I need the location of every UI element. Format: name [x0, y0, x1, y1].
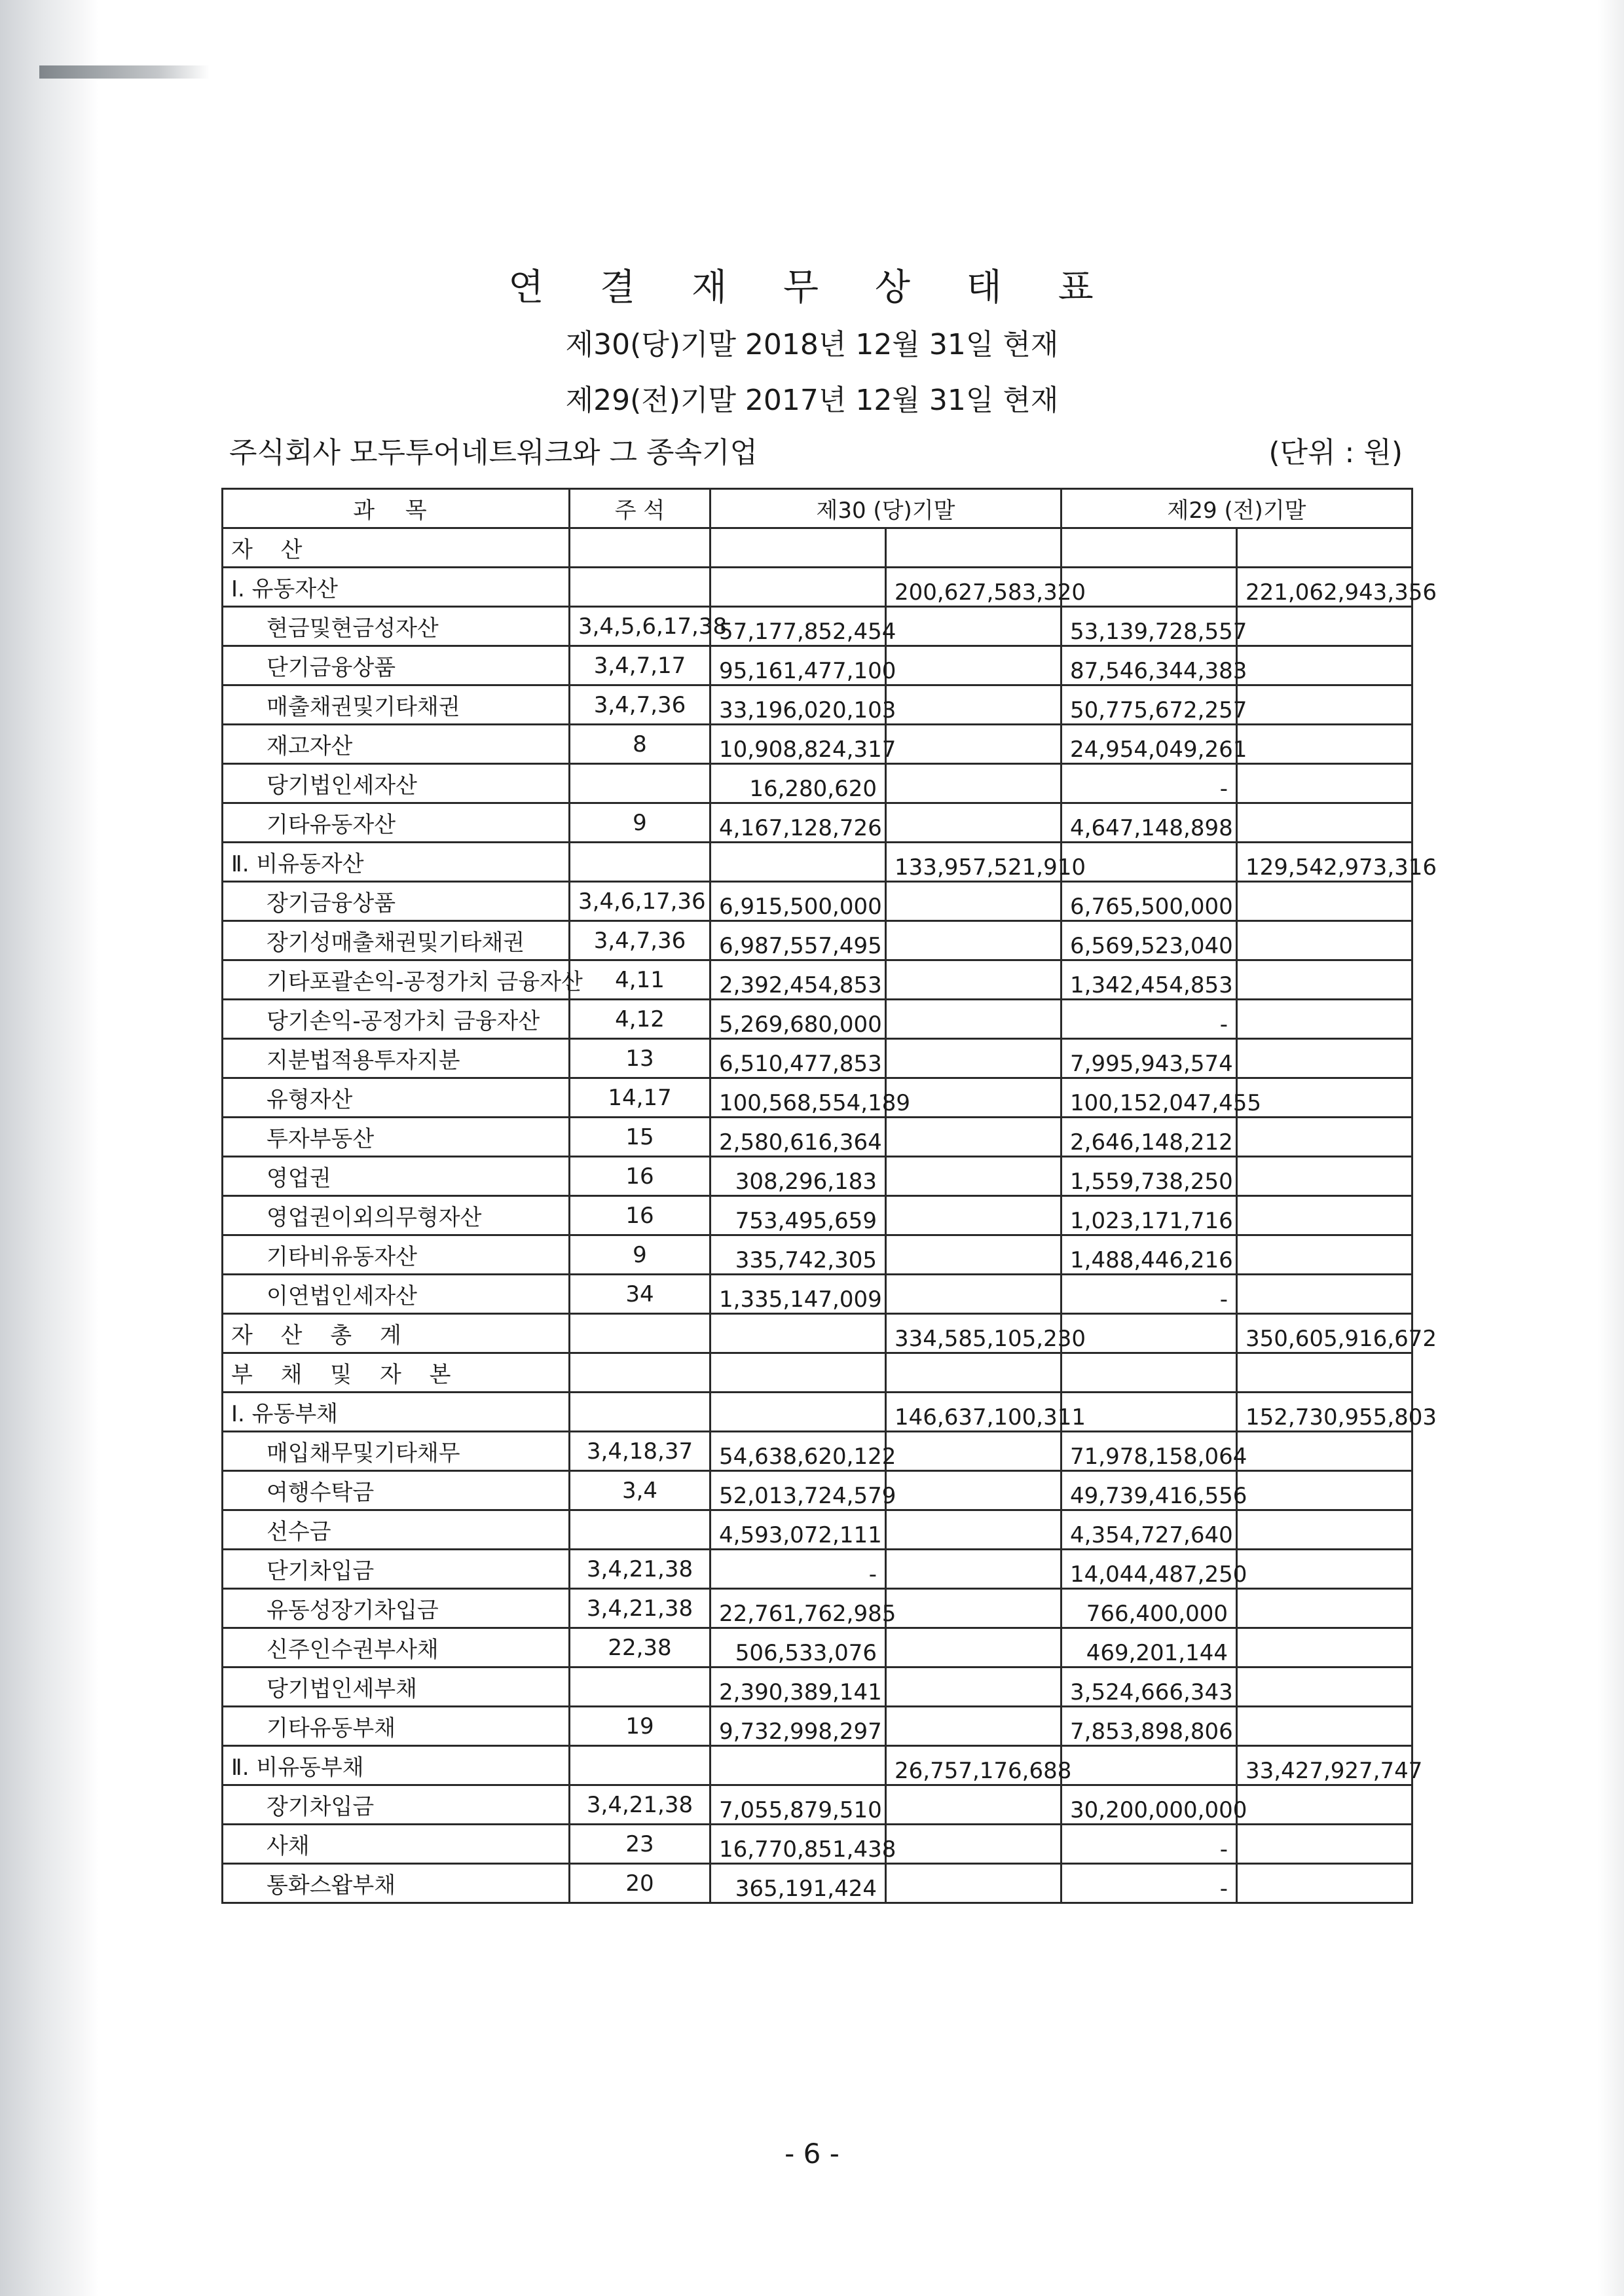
current-item-amount: 2,392,454,853 — [710, 960, 886, 1000]
current-subtotal-amount — [886, 1550, 1061, 1589]
prior-subtotal-amount — [1237, 1078, 1412, 1118]
current-item-amount: - — [710, 1550, 886, 1589]
current-item-amount: 2,580,616,364 — [710, 1118, 886, 1157]
prior-item-amount: 469,201,144 — [1061, 1628, 1237, 1667]
current-item-amount: 16,280,620 — [710, 764, 886, 803]
prior-item-amount: 24,954,049,261 — [1061, 725, 1237, 764]
table-row — [223, 568, 1412, 607]
prior-item-amount: 87,546,344,383 — [1061, 646, 1237, 685]
current-subtotal-amount — [886, 960, 1061, 1000]
prior-subtotal-amount — [1237, 1353, 1412, 1393]
current-item-amount — [710, 1353, 886, 1393]
table-row — [223, 1707, 1412, 1746]
prior-subtotal-amount: 33,427,927,747 — [1237, 1746, 1412, 1785]
prior-subtotal-amount — [1237, 1667, 1412, 1707]
prior-subtotal-amount — [1237, 803, 1412, 843]
account-name: 영업권이외의무형자산 — [223, 1196, 570, 1235]
current-subtotal-amount — [886, 1707, 1061, 1746]
current-item-amount: 4,593,072,111 — [710, 1510, 886, 1550]
account-name: 기타유동자산 — [223, 803, 570, 843]
company-name: 주식회사 모두투어네트워크와 그 종속기업 — [229, 436, 758, 469]
current-subtotal-amount — [886, 607, 1061, 646]
table-row — [223, 803, 1412, 843]
prior-subtotal-amount — [1237, 1235, 1412, 1275]
current-subtotal-amount — [886, 1667, 1061, 1707]
table-row — [223, 1000, 1412, 1039]
current-subtotal-amount — [886, 921, 1061, 960]
prior-item-amount — [1061, 843, 1237, 882]
note-ref: 34 — [570, 1275, 710, 1314]
current-item-amount: 7,055,879,510 — [710, 1785, 886, 1825]
prior-item-amount: 6,765,500,000 — [1061, 882, 1237, 921]
table-body — [223, 528, 1437, 1903]
account-name: 기타유동부채 — [223, 1707, 570, 1746]
prior-subtotal-amount: 221,062,943,356 — [1237, 568, 1412, 607]
current-subtotal-amount — [886, 646, 1061, 685]
prior-subtotal-amount — [1237, 764, 1412, 803]
account-name: 당기법인세부채 — [223, 1667, 570, 1707]
prior-item-amount: 1,342,454,853 — [1061, 960, 1237, 1000]
note-ref — [570, 528, 710, 568]
note-ref: 9 — [570, 1235, 710, 1275]
current-subtotal-amount — [886, 1235, 1061, 1275]
current-item-amount: 1,335,147,009 — [710, 1275, 886, 1314]
note-ref — [570, 1314, 710, 1353]
prior-subtotal-amount — [1237, 1039, 1412, 1078]
account-name: 투자부동산 — [223, 1118, 570, 1157]
header-prior-period: 제29 (전)기말 — [1061, 489, 1412, 528]
table-row — [223, 1078, 1412, 1118]
prior-item-amount — [1061, 1314, 1237, 1353]
account-name: 자 산 — [223, 528, 570, 568]
note-ref — [570, 1393, 710, 1432]
table-row — [223, 1432, 1412, 1471]
current-subtotal-amount: 334,585,105,230 — [886, 1314, 1061, 1353]
prior-subtotal-amount — [1237, 1118, 1412, 1157]
current-subtotal-amount: 200,627,583,320 — [886, 568, 1061, 607]
table-header-row — [223, 489, 1412, 528]
account-name: 현금및현금성자산 — [223, 607, 570, 646]
current-subtotal-amount — [886, 1353, 1061, 1393]
account-name: 유형자산 — [223, 1078, 570, 1118]
table-row — [223, 1471, 1412, 1510]
current-subtotal-amount — [886, 1589, 1061, 1628]
current-subtotal-amount — [886, 1785, 1061, 1825]
table-row — [223, 1039, 1412, 1078]
table-row — [223, 646, 1412, 685]
table-row — [223, 960, 1412, 1000]
note-ref — [570, 1667, 710, 1707]
note-ref: 3,4,6,17,36 — [570, 882, 710, 921]
table-row — [223, 607, 1412, 646]
prior-item-amount: 7,995,943,574 — [1061, 1039, 1237, 1078]
current-subtotal-amount: 146,637,100,311 — [886, 1393, 1061, 1432]
prior-subtotal-amount — [1237, 1157, 1412, 1196]
prior-item-amount: 1,559,738,250 — [1061, 1157, 1237, 1196]
account-name: 이연법인세자산 — [223, 1275, 570, 1314]
current-item-amount — [710, 1314, 886, 1353]
account-name: 장기차입금 — [223, 1785, 570, 1825]
binding-mark — [39, 65, 210, 79]
note-ref — [570, 764, 710, 803]
current-subtotal-amount — [886, 1275, 1061, 1314]
current-item-amount: 57,177,852,454 — [710, 607, 886, 646]
table-row — [223, 1746, 1412, 1785]
page-number: - 6 - — [784, 2138, 840, 2170]
account-name: 장기금융상품 — [223, 882, 570, 921]
prior-subtotal-amount — [1237, 528, 1412, 568]
table-row — [223, 764, 1412, 803]
current-item-amount: 6,987,557,495 — [710, 921, 886, 960]
table-row — [223, 1550, 1412, 1589]
account-name: 기타비유동자산 — [223, 1235, 570, 1275]
note-ref: 14,17 — [570, 1078, 710, 1118]
note-ref — [570, 568, 710, 607]
note-ref: 3,4,7,17 — [570, 646, 710, 685]
table-row — [223, 685, 1412, 725]
current-subtotal-amount — [886, 725, 1061, 764]
table-row — [223, 1864, 1412, 1903]
current-subtotal-amount — [886, 1000, 1061, 1039]
prior-subtotal-amount — [1237, 1707, 1412, 1746]
prior-subtotal-amount — [1237, 882, 1412, 921]
note-ref: 3,4,7,36 — [570, 921, 710, 960]
account-name: 지분법적용투자지분 — [223, 1039, 570, 1078]
account-name: 자 산 총 계 — [223, 1314, 570, 1353]
current-item-amount: 308,296,183 — [710, 1157, 886, 1196]
prior-item-amount: 14,044,487,250 — [1061, 1550, 1237, 1589]
note-ref: 22,38 — [570, 1628, 710, 1667]
account-name: 재고자산 — [223, 725, 570, 764]
current-item-amount: 33,196,020,103 — [710, 685, 886, 725]
prior-item-amount — [1061, 1353, 1237, 1393]
current-subtotal-amount — [886, 1510, 1061, 1550]
note-ref: 3,4,21,38 — [570, 1589, 710, 1628]
header-account: 과 목 — [223, 489, 570, 528]
header-current-period: 제30 (당)기말 — [710, 489, 1061, 528]
current-subtotal-amount — [886, 1078, 1061, 1118]
prior-item-amount: 53,139,728,557 — [1061, 607, 1237, 646]
current-subtotal-amount — [886, 882, 1061, 921]
account-name: 유동성장기차입금 — [223, 1589, 570, 1628]
note-ref: 3,4,5,6,17,38 — [570, 607, 710, 646]
prior-item-amount: 3,524,666,343 — [1061, 1667, 1237, 1707]
prior-subtotal-amount — [1237, 1864, 1412, 1903]
note-ref: 3,4,21,38 — [570, 1550, 710, 1589]
prior-item-amount: - — [1061, 1000, 1237, 1039]
table-row — [223, 725, 1412, 764]
prior-item-amount: 766,400,000 — [1061, 1589, 1237, 1628]
table-row — [223, 1628, 1412, 1667]
table-row — [223, 882, 1412, 921]
account-name: 통화스왑부채 — [223, 1864, 570, 1903]
current-item-amount: 365,191,424 — [710, 1864, 886, 1903]
current-subtotal-amount — [886, 1157, 1061, 1196]
note-ref: 20 — [570, 1864, 710, 1903]
table-row — [223, 1157, 1412, 1196]
prior-subtotal-amount — [1237, 921, 1412, 960]
prior-subtotal-amount — [1237, 960, 1412, 1000]
note-ref: 9 — [570, 803, 710, 843]
prior-item-amount: 49,739,416,556 — [1061, 1471, 1237, 1510]
prior-item-amount — [1061, 1746, 1237, 1785]
account-name: 영업권 — [223, 1157, 570, 1196]
account-name: 당기손익-공정가치 금융자산 — [223, 1000, 570, 1039]
table-row — [223, 921, 1412, 960]
note-ref: 8 — [570, 725, 710, 764]
note-ref — [570, 1353, 710, 1393]
note-ref: 4,12 — [570, 1000, 710, 1039]
prior-subtotal-amount — [1237, 725, 1412, 764]
account-name: Ⅱ. 비유동자산 — [223, 843, 570, 882]
current-item-amount: 95,161,477,100 — [710, 646, 886, 685]
note-ref: 15 — [570, 1118, 710, 1157]
current-item-amount: 506,533,076 — [710, 1628, 886, 1667]
current-item-amount: 100,568,554,189 — [710, 1078, 886, 1118]
note-ref — [570, 1746, 710, 1785]
current-item-amount — [710, 528, 886, 568]
account-name: 당기법인세자산 — [223, 764, 570, 803]
current-subtotal-amount: 133,957,521,910 — [886, 843, 1061, 882]
account-name: 단기차입금 — [223, 1550, 570, 1589]
current-item-amount — [710, 1746, 886, 1785]
current-subtotal-amount — [886, 1039, 1061, 1078]
account-name: 여행수탁금 — [223, 1471, 570, 1510]
current-subtotal-amount — [886, 764, 1061, 803]
current-item-amount: 9,732,998,297 — [710, 1707, 886, 1746]
note-ref: 16 — [570, 1196, 710, 1235]
current-item-amount: 4,167,128,726 — [710, 803, 886, 843]
prior-item-amount: 6,569,523,040 — [1061, 921, 1237, 960]
account-name: 사채 — [223, 1825, 570, 1864]
current-item-amount: 335,742,305 — [710, 1235, 886, 1275]
current-subtotal-amount — [886, 1864, 1061, 1903]
prior-item-amount — [1061, 568, 1237, 607]
prior-subtotal-amount: 350,605,916,672 — [1237, 1314, 1412, 1353]
current-subtotal-amount: 26,757,176,688 — [886, 1746, 1061, 1785]
prior-item-amount: 4,647,148,898 — [1061, 803, 1237, 843]
table-row — [223, 528, 1412, 568]
note-ref: 3,4,7,36 — [570, 685, 710, 725]
prior-item-amount: 71,978,158,064 — [1061, 1432, 1237, 1471]
prior-subtotal-amount — [1237, 1589, 1412, 1628]
currency-unit: (단위 : 원) — [1268, 436, 1403, 469]
account-name: Ⅰ. 유동부채 — [223, 1393, 570, 1432]
current-subtotal-amount — [886, 685, 1061, 725]
current-subtotal-amount — [886, 528, 1061, 568]
prior-item-amount: 2,646,148,212 — [1061, 1118, 1237, 1157]
note-ref — [570, 1510, 710, 1550]
table-row — [223, 1196, 1412, 1235]
prior-item-amount: - — [1061, 1864, 1237, 1903]
prior-subtotal-amount — [1237, 646, 1412, 685]
table-row — [223, 1825, 1412, 1864]
prior-item-amount: 100,152,047,455 — [1061, 1078, 1237, 1118]
prior-period-line: 제29(전)기말 2017년 12월 31일 현재 — [565, 384, 1059, 417]
prior-subtotal-amount — [1237, 1432, 1412, 1471]
note-ref — [570, 843, 710, 882]
current-subtotal-amount — [886, 1118, 1061, 1157]
table-row — [223, 1118, 1412, 1157]
account-name: Ⅱ. 비유동부채 — [223, 1746, 570, 1785]
note-ref: 4,11 — [570, 960, 710, 1000]
prior-item-amount: 4,354,727,640 — [1061, 1510, 1237, 1550]
prior-item-amount: 50,775,672,257 — [1061, 685, 1237, 725]
table-row — [223, 1235, 1412, 1275]
current-item-amount: 753,495,659 — [710, 1196, 886, 1235]
prior-subtotal-amount — [1237, 1196, 1412, 1235]
table-row — [223, 1589, 1412, 1628]
note-ref: 3,4,18,37 — [570, 1432, 710, 1471]
current-item-amount — [710, 568, 886, 607]
current-item-amount: 54,638,620,122 — [710, 1432, 886, 1471]
prior-item-amount: 7,853,898,806 — [1061, 1707, 1237, 1746]
prior-item-amount: 1,023,171,716 — [1061, 1196, 1237, 1235]
note-ref: 13 — [570, 1039, 710, 1078]
current-subtotal-amount — [886, 1471, 1061, 1510]
note-ref: 16 — [570, 1157, 710, 1196]
table-row — [223, 1353, 1412, 1393]
prior-item-amount — [1061, 528, 1237, 568]
account-name: 기타포괄손익-공정가치 금융자산 — [223, 960, 570, 1000]
prior-subtotal-amount: 129,542,973,316 — [1237, 843, 1412, 882]
note-ref: 3,4 — [570, 1471, 710, 1510]
account-name: 매출채권및기타채권 — [223, 685, 570, 725]
prior-subtotal-amount — [1237, 685, 1412, 725]
current-subtotal-amount — [886, 1196, 1061, 1235]
statement-title: 연 결 재 무 상 태 표 — [508, 266, 1116, 309]
account-name: 단기금융상품 — [223, 646, 570, 685]
table-row — [223, 1275, 1412, 1314]
current-item-amount: 6,915,500,000 — [710, 882, 886, 921]
current-subtotal-amount — [886, 803, 1061, 843]
current-subtotal-amount — [886, 1628, 1061, 1667]
account-name: 부 채 및 자 본 — [223, 1353, 570, 1393]
table-row — [223, 1667, 1412, 1707]
prior-subtotal-amount — [1237, 1785, 1412, 1825]
current-item-amount: 2,390,389,141 — [710, 1667, 886, 1707]
prior-subtotal-amount — [1237, 1510, 1412, 1550]
table-row — [223, 1510, 1412, 1550]
current-item-amount — [710, 843, 886, 882]
current-subtotal-amount — [886, 1825, 1061, 1864]
prior-subtotal-amount — [1237, 1000, 1412, 1039]
note-ref: 23 — [570, 1825, 710, 1864]
balance-sheet-table — [221, 488, 1437, 1904]
prior-subtotal-amount — [1237, 1628, 1412, 1667]
note-ref: 19 — [570, 1707, 710, 1746]
current-item-amount — [710, 1393, 886, 1432]
current-period-line: 제30(당)기말 2018년 12월 31일 현재 — [565, 328, 1059, 361]
prior-item-amount: 30,200,000,000 — [1061, 1785, 1237, 1825]
header-note: 주 석 — [570, 489, 710, 528]
current-item-amount: 10,908,824,317 — [710, 725, 886, 764]
account-name: 장기성매출채권및기타채권 — [223, 921, 570, 960]
prior-item-amount: - — [1061, 764, 1237, 803]
prior-item-amount: 1,488,446,216 — [1061, 1235, 1237, 1275]
prior-item-amount: - — [1061, 1275, 1237, 1314]
current-item-amount: 22,761,762,985 — [710, 1589, 886, 1628]
account-name: 매입채무및기타채무 — [223, 1432, 570, 1471]
prior-subtotal-amount — [1237, 607, 1412, 646]
prior-subtotal-amount — [1237, 1471, 1412, 1510]
current-subtotal-amount — [886, 1432, 1061, 1471]
current-item-amount: 52,013,724,579 — [710, 1471, 886, 1510]
current-item-amount: 5,269,680,000 — [710, 1000, 886, 1039]
table-row — [223, 843, 1412, 882]
note-ref: 3,4,21,38 — [570, 1785, 710, 1825]
current-item-amount: 6,510,477,853 — [710, 1039, 886, 1078]
prior-subtotal-amount — [1237, 1550, 1412, 1589]
prior-subtotal-amount — [1237, 1825, 1412, 1864]
table-row — [223, 1393, 1412, 1432]
table-row — [223, 1785, 1412, 1825]
account-name: 선수금 — [223, 1510, 570, 1550]
prior-item-amount: - — [1061, 1825, 1237, 1864]
account-name: Ⅰ. 유동자산 — [223, 568, 570, 607]
prior-subtotal-amount: 152,730,955,803 — [1237, 1393, 1412, 1432]
account-name: 신주인수권부사채 — [223, 1628, 570, 1667]
current-item-amount: 16,770,851,438 — [710, 1825, 886, 1864]
table-row — [223, 1314, 1412, 1353]
prior-subtotal-amount — [1237, 1275, 1412, 1314]
prior-item-amount — [1061, 1393, 1237, 1432]
